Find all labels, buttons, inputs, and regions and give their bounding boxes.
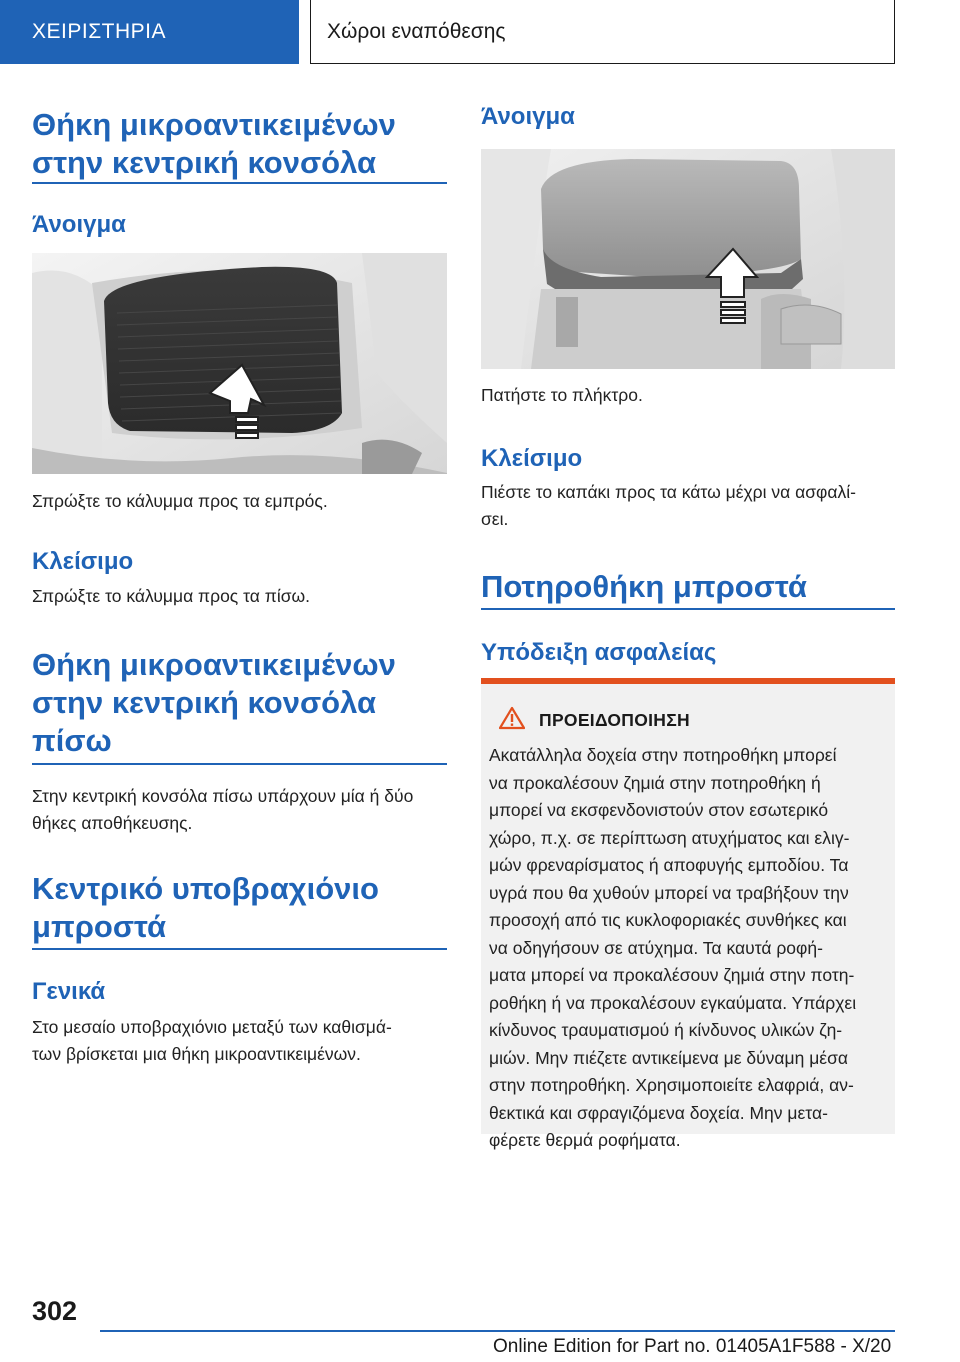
warning-line: να οδηγήσουν σε ατύχημα. Τα καυτά ροφή-: [489, 937, 823, 958]
rear-storage-text: [32, 783, 413, 837]
console-storage-illustration: [32, 253, 447, 474]
section-title-line: μπροστά: [32, 909, 167, 944]
text-line: των βρίσκεται μια θήκη μικροαντικειμένων.: [32, 1044, 361, 1064]
page-number: 302: [32, 1296, 78, 1326]
armrest-closing-instruction: [481, 479, 856, 533]
section-title-line: Θήκη μικροαντικειμένων: [32, 107, 396, 142]
warning-line: Ακατάλληλα δοχεία στην ποτηροθήκη μπορεί: [489, 745, 837, 765]
warning-triangle-icon: [499, 706, 525, 730]
section-title-armrest: [32, 870, 379, 946]
closing-instruction: Σπρώξτε το κάλυμμα προς τα πίσω.: [32, 586, 311, 606]
warning-line: μιών. Μην πιέζετε αντικείμενα με δύναμη μέσα: [489, 1047, 849, 1068]
section-title-rear-storage: [32, 646, 396, 760]
warning-line: φέρετε θερμά ροφήματα.: [489, 1130, 681, 1150]
section-title-line: Κεντρικό υποβραχιόνιο: [32, 871, 379, 906]
subheading-opening: Άνοιγμα: [32, 211, 126, 238]
section-divider: [481, 608, 895, 610]
chapter-title-label: Χώροι εναπόθεσης: [327, 19, 506, 43]
edition-text: Online Edition for Part no. 01405A1F588 - X/20: [493, 1336, 892, 1357]
armrest-text: [32, 1014, 392, 1068]
warning-title: ΠΡΟΕΙΔΟΠΟΙΗΣΗ: [539, 710, 690, 730]
subheading-closing: Κλείσιμο: [32, 548, 134, 575]
section-divider: [32, 182, 447, 184]
text-line: Στην κεντρική κονσόλα πίσω υπάρχουν μία ή δύο: [32, 786, 414, 806]
armrest-opening-instruction: Πατήστε το πλήκτρο.: [481, 385, 643, 405]
chapter-title: [310, 0, 895, 64]
section-divider: [32, 948, 447, 950]
subheading-safety: Υπόδειξη ασφαλείας: [481, 639, 717, 666]
warning-line: θεκτικά και σφραγιζόμενα δοχεία. Μην μετα-: [489, 1102, 828, 1123]
warning-line: χώρο, π.χ. σε περίπτωση ατυχήματος και ελιγ-: [489, 827, 850, 848]
text-line: σει.: [481, 509, 509, 529]
armrest-illustration: [481, 149, 895, 369]
opening-instruction: Σπρώξτε το κάλυμμα προς τα εμπρός.: [32, 491, 328, 511]
warning-box: [481, 678, 895, 1150]
warning-line: ροθήκη ή να προκαλέσουν εγκαύματα. Υπάρχει: [489, 992, 857, 1013]
subheading-closing-armrest: Κλείσιμο: [481, 445, 583, 472]
section-divider: [32, 763, 447, 765]
warning-line: να προκαλέσουν ζημιά στην ποτηροθήκη ή: [489, 772, 821, 793]
warning-text: [489, 742, 889, 1155]
section-title-line: στην κεντρική κονσόλα: [32, 145, 377, 180]
text-line: Στο μεσαίο υποβραχιόνιο μεταξύ των καθισμά-: [32, 1017, 392, 1037]
section-tab-label: ΧΕΙΡΙΣΤΗΡΙΑ: [32, 20, 167, 43]
text-line: Πιέστε το καπάκι προς τα κάτω μέχρι να ασφαλί-: [481, 482, 856, 502]
subheading-general: Γενικά: [32, 978, 106, 1005]
section-title-cupholder: Ποτηροθήκη μπροστά: [481, 569, 807, 604]
console-storage-image: [32, 253, 447, 474]
section-title-line: πίσω: [32, 723, 112, 758]
armrest-image: [481, 149, 895, 369]
warning-line: στην ποτηροθήκη. Χρησιμοποιείτε ελαφριά, αν-: [489, 1075, 854, 1095]
text-line: θήκες αποθήκευσης.: [32, 813, 193, 833]
section-tab: [0, 0, 299, 64]
warning-line: μπορεί να εκσφενδονιστούν στον εσωτερικό: [489, 800, 829, 820]
subheading-opening-armrest: Άνοιγμα: [481, 103, 575, 130]
warning-line: κίνδυνος τραυματισμού ή κίνδυνος υλικών ζη-: [489, 1020, 843, 1040]
warning-line: προσοχή από τις κυκλοφοριακές συνθήκες και: [489, 910, 847, 930]
warning-line: υγρά που θα χυθούν μπορεί να τραβήξουν την: [489, 882, 849, 903]
warning-line: μών φρεναρίσματος ή αποφυγής εμποδίου. Τα: [489, 855, 849, 875]
footer-divider: [100, 1330, 895, 1332]
section-title-line: στην κεντρική κονσόλα: [32, 685, 377, 720]
section-title-line: Θήκη μικροαντικειμένων: [32, 647, 396, 682]
warning-line: ματα μπορεί να προκαλέσουν ζημιά στην ποτη-: [489, 965, 855, 985]
section-title-small-items-storage: [32, 106, 396, 182]
